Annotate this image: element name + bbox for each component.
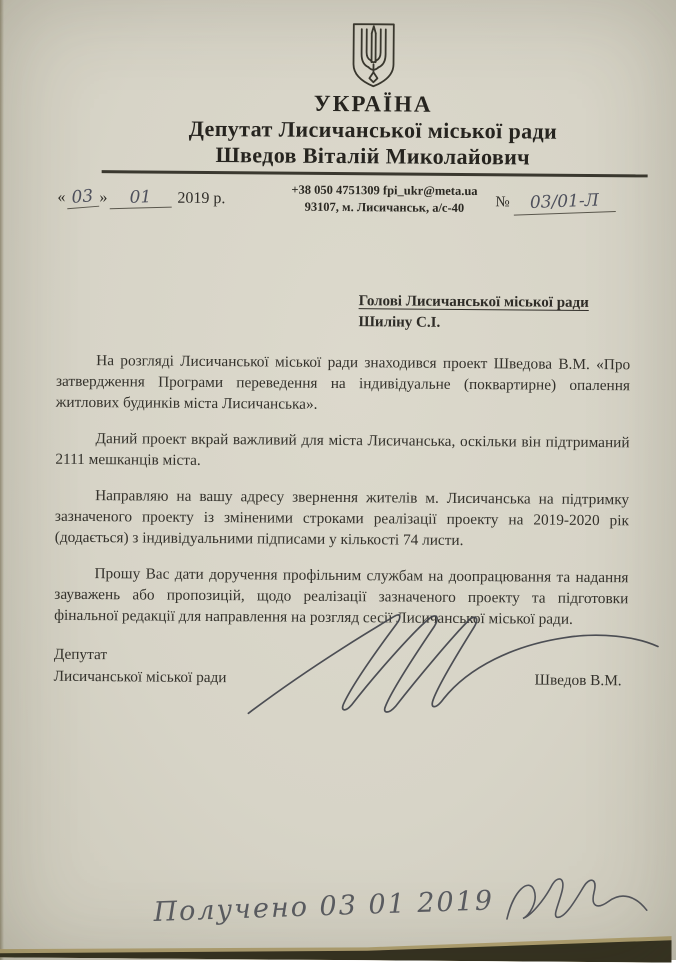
body-paragraph: На розгляді Лисичанської міської ради знаходився проект Шведова В.М. «Про затвердження Програми переведення на індивідуальне (поквартирне) опалення житлових будинків міста Лисичанська».	[55, 352, 631, 413]
signature-block	[54, 644, 622, 692]
date-open-quote: «	[57, 188, 66, 206]
meta-row	[57, 180, 653, 219]
signer-position	[54, 644, 227, 689]
body-paragraph: Прошу Вас дати доручення профільним службам на доопрацювання та надання зауважень або пропозицій, щодо реалізації зазначеного проекту та підготовки фінальної редакції для направлення на розгляд сесії Лисичанської міської ради.	[54, 565, 629, 628]
body-paragraph: Направляю на вашу адресу звернення жителів м. Лисичанська на підтримку зазначеного проекту із зміненими строками реалізації проекту на 2019-2020 рік (додається) з індивідуальними підписами у кількості 74 листи.	[54, 487, 630, 549]
date-day: 03	[66, 186, 100, 209]
signer-position-line-2: Лисичанської міської ради	[53, 667, 227, 687]
contact-phone-email: +38 050 4751309 fpi_ukr@meta.ua	[291, 182, 478, 199]
addressee-block	[358, 291, 588, 335]
signer-name: Шведов В.М.	[534, 671, 622, 690]
doc-number-value: 03/01-Л	[513, 190, 616, 216]
addressee-line-2: Шиліну С.І.	[358, 314, 441, 331]
date-field	[57, 180, 273, 210]
body-paragraph: Даний проект вкрай важливий для міста Лисичанська, оскільки він підтриманий 2111 мешканців міста.	[55, 430, 630, 469]
deputy-name: Шведов Віталій Миколайович	[215, 142, 531, 170]
date-year: 2019 р.	[177, 189, 226, 208]
date-close-quote: »	[99, 189, 108, 207]
contact-block	[273, 181, 495, 217]
letterhead	[2, 19, 676, 171]
doc-number-label: №	[495, 194, 510, 211]
addressee-line-1: Голові Лисичанської міської ради	[358, 293, 589, 311]
doc-number	[495, 183, 653, 214]
signer-position-line-1: Депутат	[53, 645, 108, 664]
ukraine-trident-emblem	[349, 22, 398, 88]
country-name: УКРАЇНА	[313, 90, 433, 117]
letter-body	[54, 350, 630, 645]
deputy-title: Депутат Лисичанської міської ради	[188, 115, 558, 144]
handwritten-initials	[499, 868, 651, 929]
received-note-text: Получено 03 01 2019	[153, 885, 495, 928]
contact-address: 93107, м. Лисичанськ, а/с-40	[304, 199, 465, 215]
header-rule	[102, 170, 648, 177]
date-month: 01	[109, 187, 172, 210]
